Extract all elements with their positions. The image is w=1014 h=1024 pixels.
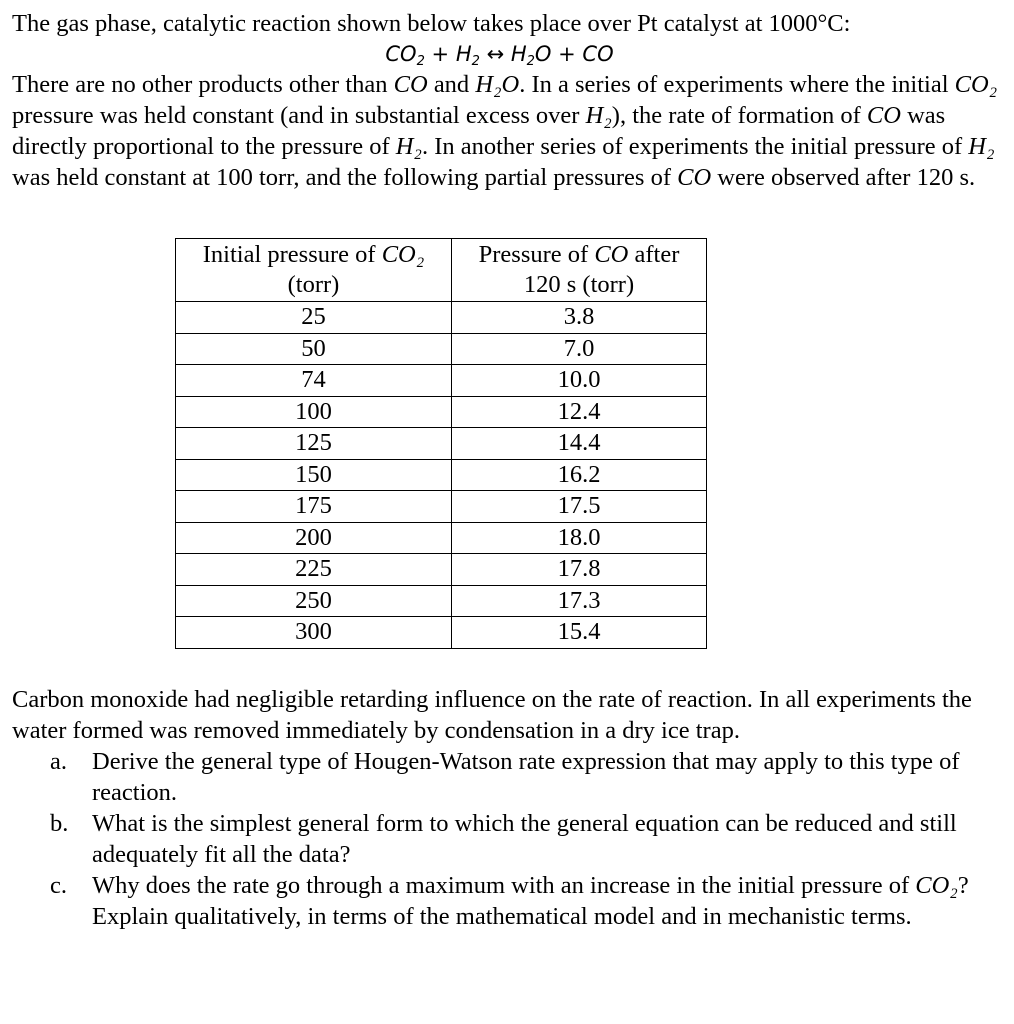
cell-initial-co2: 150	[176, 459, 452, 491]
table-row	[176, 302, 707, 334]
product-co: CO	[582, 42, 614, 66]
table-row	[176, 396, 707, 428]
table-row	[176, 617, 707, 649]
formula-co: CO	[677, 164, 712, 191]
product-h2o-tail: O	[534, 42, 552, 66]
reactant-h2-subscript: 2	[471, 53, 480, 69]
cell-initial-co2: 225	[176, 554, 452, 586]
formula-co2: CO₂	[954, 71, 998, 98]
plus-sign: +	[424, 42, 456, 66]
table-row	[176, 333, 707, 365]
text-run: was held constant at 100 torr, and the following partial pressures of	[12, 164, 678, 191]
formula-co: CO	[594, 241, 629, 268]
cell-initial-co2: 50	[176, 333, 452, 365]
text-run: was directly proportional to the pressure of	[12, 102, 946, 160]
question-marker: a.	[50, 748, 67, 775]
text-run: pressure was held constant (and in substantial excess over	[12, 102, 586, 129]
text-run: ), the rate of formation of	[611, 102, 867, 129]
pressure-data-table	[175, 238, 707, 649]
table-row	[176, 365, 707, 397]
header-co-pressure-after	[452, 239, 707, 302]
formula-co2: CO₂	[381, 241, 425, 268]
text-run: were observed after 120 s.	[711, 164, 976, 191]
table-row	[176, 428, 707, 460]
question-marker: c.	[50, 872, 67, 899]
table-row	[176, 554, 707, 586]
cell-co-after: 17.8	[452, 554, 707, 586]
cell-co-after: 12.4	[452, 396, 707, 428]
cell-initial-co2: 300	[176, 617, 452, 649]
formula-h2: H₂	[395, 133, 422, 160]
cell-initial-co2: 200	[176, 522, 452, 554]
plus-sign: +	[551, 42, 583, 66]
header-text: Initial pressure of	[202, 241, 382, 268]
cell-co-after: 14.4	[452, 428, 707, 460]
text-run: . In another series of experiments the initial pressure of	[421, 133, 969, 160]
question-text: ? Explain qualitatively, in terms of the mathematical model and in mechanistic terms.	[92, 872, 969, 930]
cell-co-after: 16.2	[452, 459, 707, 491]
formula-h2: H₂	[968, 133, 995, 160]
question-marker: b.	[50, 810, 69, 837]
question-text: Derive the general type of Hougen-Watson rate expression that may apply to this type of reaction.	[92, 748, 960, 806]
cell-co-after: 17.3	[452, 585, 707, 617]
cell-initial-co2: 250	[176, 585, 452, 617]
reactant-co2-subscript: 2	[416, 53, 425, 69]
table-row	[176, 491, 707, 523]
question-list	[12, 746, 1002, 932]
product-h2o: H	[510, 42, 527, 66]
product-h2o-subscript: 2	[526, 53, 535, 69]
reactant-h2: H	[455, 42, 472, 66]
intro-paragraph	[12, 69, 1002, 193]
cell-co-after: 15.4	[452, 617, 707, 649]
intro-line: The gas phase, catalytic reaction shown below takes place over Pt catalyst at 1000°C:	[12, 10, 851, 37]
cell-co-after: 7.0	[452, 333, 707, 365]
text-run: . In a series of experiments where the initial	[519, 71, 955, 98]
formula-co2: CO₂	[915, 872, 958, 899]
cell-initial-co2: 74	[176, 365, 452, 397]
cell-co-after: 17.5	[452, 491, 707, 523]
header-unit: (torr)	[287, 271, 340, 298]
closing-paragraph: Carbon monoxide had negligible retarding influence on the rate of reaction. In all experiments the water formed was removed immediately by condensation in a dry ice trap.	[12, 686, 972, 744]
formula-h2: H₂	[585, 102, 612, 129]
question-text: Why does the rate go through a maximum with an increase in the initial pressure of	[92, 872, 916, 899]
list-item	[12, 870, 1002, 932]
reaction-equation	[12, 39, 987, 69]
cell-co-after: 18.0	[452, 522, 707, 554]
problem-intro	[12, 8, 1002, 193]
text-run: and	[427, 71, 476, 98]
reactant-co2: CO	[385, 42, 417, 66]
table-row	[176, 522, 707, 554]
header-text: Pressure of	[478, 241, 595, 268]
text-run: There are no other products other than	[12, 71, 394, 98]
question-text: What is the simplest general form to which the general equation can be reduced and still adequately fit all the data?	[92, 810, 957, 868]
list-item	[12, 808, 1002, 870]
list-item	[12, 746, 1002, 808]
cell-initial-co2: 175	[176, 491, 452, 523]
table-row	[176, 459, 707, 491]
table-row	[176, 585, 707, 617]
header-initial-co2-pressure	[176, 239, 452, 302]
header-unit: 120 s (torr)	[523, 271, 635, 298]
table-header-row	[176, 239, 707, 302]
formula-co: CO	[393, 71, 428, 98]
formula-h2o: H₂O	[475, 71, 520, 98]
problem-closing	[12, 684, 1002, 932]
cell-initial-co2: 100	[176, 396, 452, 428]
equilibrium-arrow-icon: ↔	[479, 42, 511, 66]
cell-initial-co2: 25	[176, 302, 452, 334]
cell-co-after: 10.0	[452, 365, 707, 397]
cell-co-after: 3.8	[452, 302, 707, 334]
formula-co: CO	[866, 102, 901, 129]
header-text: after	[628, 241, 680, 268]
cell-initial-co2: 125	[176, 428, 452, 460]
